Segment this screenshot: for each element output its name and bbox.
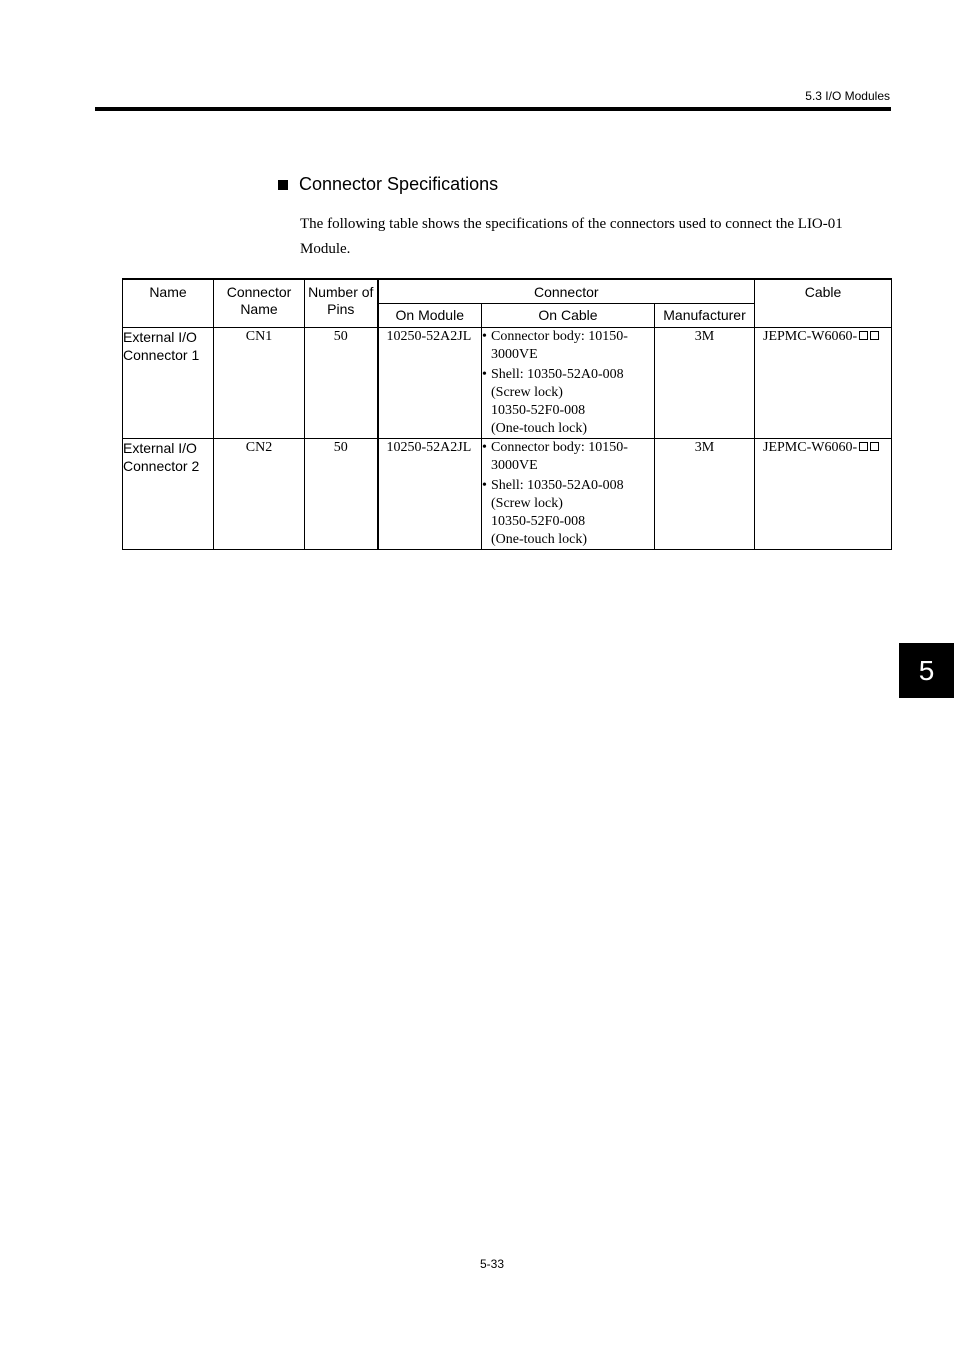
header-rule — [95, 107, 891, 111]
cell-pins: 50 — [305, 328, 378, 439]
running-header: 5.3 I/O Modules — [805, 89, 890, 103]
placeholder-box-icon — [870, 331, 879, 340]
list-item: • Connector body: 10150-3000VE — [482, 440, 628, 473]
header-manufacturer: Manufacturer — [655, 304, 755, 328]
cell-on-cable: • Connector body: 10150-3000VE • Shell: 10350-52A0-008 (Screw lock) 10350-52F0-008 (One-touch lock) — [482, 328, 655, 439]
header-name: Name — [123, 279, 214, 328]
bullet-icon: • — [482, 440, 487, 455]
cell-name: External I/O Connector 1 — [123, 328, 214, 439]
list-item: • Shell: 10350-52A0-008 — [482, 478, 624, 493]
chapter-tab: 5 — [899, 643, 954, 698]
placeholder-box-icon — [859, 442, 868, 451]
bullet-icon: • — [482, 367, 487, 382]
placeholder-box-icon — [859, 331, 868, 340]
cell-on-module: 10250-52A2JL — [378, 439, 482, 550]
cell-manufacturer: 3M — [655, 328, 755, 439]
header-number-of-pins: Number of Pins — [305, 279, 378, 328]
header-connector: Connector — [378, 279, 755, 304]
list-item: • Connector body: 10150-3000VE — [482, 329, 628, 362]
page-number: 5-33 — [479, 1257, 505, 1271]
list-item: • Shell: 10350-52A0-008 — [482, 367, 624, 382]
cell-pins: 50 — [305, 439, 378, 550]
cell-manufacturer: 3M — [655, 439, 755, 550]
header-cable: Cable — [755, 279, 892, 328]
placeholder-box-icon — [870, 442, 879, 451]
section-heading — [278, 174, 498, 195]
section-title: Connector Specifications — [299, 174, 499, 194]
table-header-row — [123, 279, 892, 304]
header-on-module: On Module — [378, 304, 482, 328]
cell-on-cable: • Connector body: 10150-3000VE • Shell: 10350-52A0-008 (Screw lock) 10350-52F0-008 (One-touch lock) — [482, 439, 655, 550]
cell-on-module: 10250-52A2JL — [378, 328, 482, 439]
cell-cable: JEPMC-W6060- — [755, 439, 892, 550]
connector-spec-table — [122, 278, 892, 550]
square-bullet-icon — [278, 180, 288, 190]
intro-paragraph: The following table shows the specifications of the connectors used to connect the LIO-01 Module. — [300, 216, 843, 257]
bullet-icon: • — [482, 478, 487, 493]
table-row — [123, 328, 892, 439]
header-connector-name: Connector Name — [214, 279, 305, 328]
cell-name: External I/O Connector 2 — [123, 439, 214, 550]
cell-connector-name: CN2 — [214, 439, 305, 550]
cell-cable: JEPMC-W6060- — [755, 328, 892, 439]
header-on-cable: On Cable — [482, 304, 655, 328]
bullet-icon: • — [482, 329, 487, 344]
cell-connector-name: CN1 — [214, 328, 305, 439]
table-row — [123, 439, 892, 550]
